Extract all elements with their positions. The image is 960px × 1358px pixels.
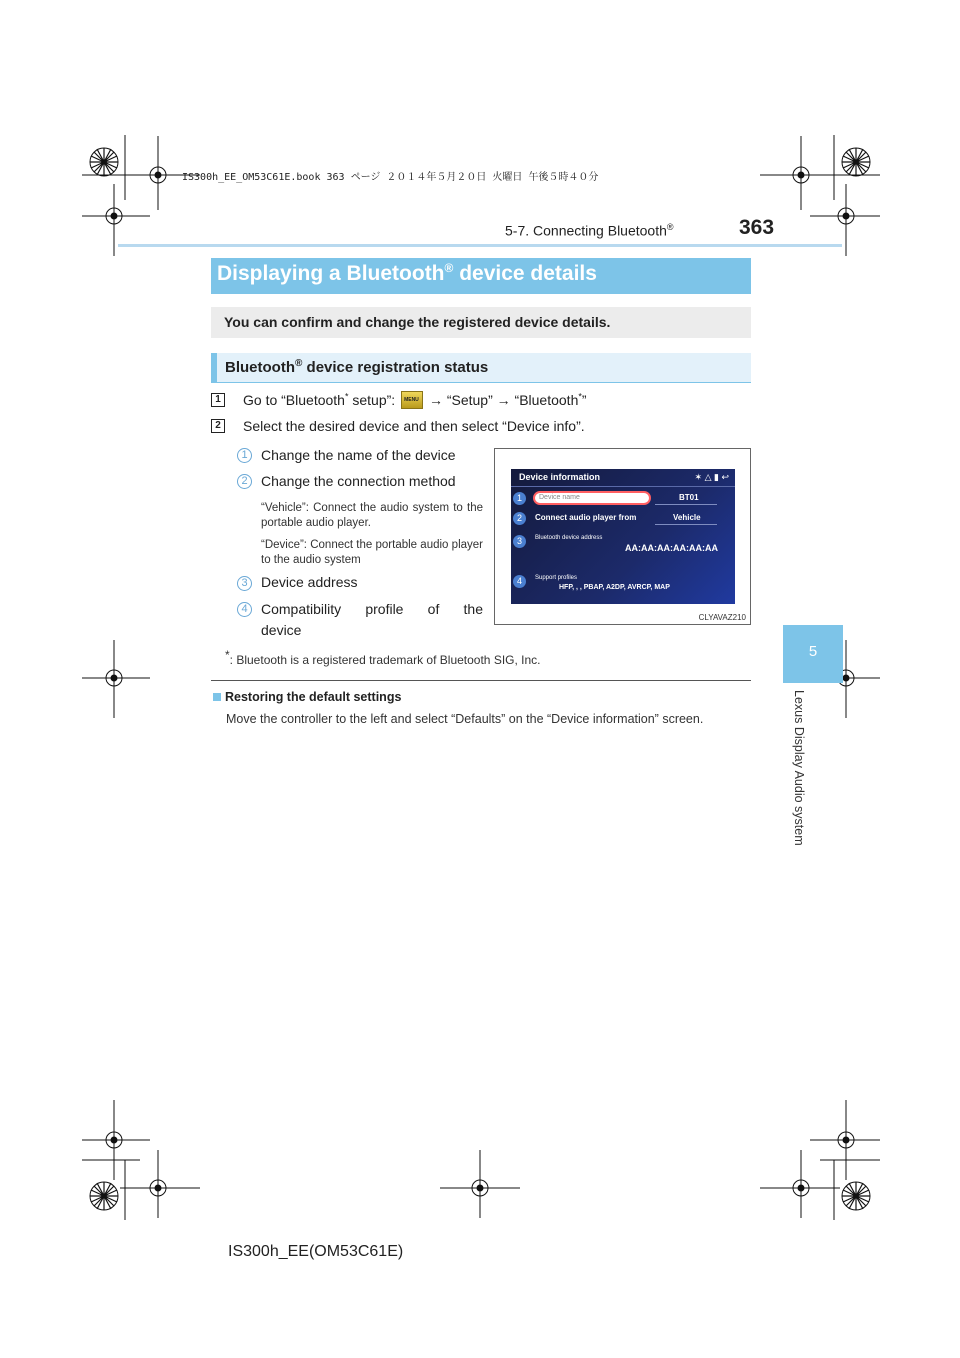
profiles-label: Support profiles bbox=[535, 575, 578, 581]
item-2-note-vehicle: “Vehicle”: Connect the audio system to the portable audio player. bbox=[261, 502, 483, 529]
footnote-text: : Bluetooth is a registered trademark of Bluetooth SIG, Inc. bbox=[229, 653, 541, 667]
item-number-2: 2 bbox=[237, 474, 252, 489]
device-information-screen bbox=[511, 469, 735, 604]
section-header-text: 5-7. Connecting Bluetooth bbox=[505, 222, 667, 239]
item-2-text: Change the connection method bbox=[261, 473, 456, 489]
item-3-text: Device address bbox=[261, 574, 358, 590]
title-text: Displaying a Bluetooth bbox=[217, 262, 445, 285]
step-1-part: setup”: bbox=[348, 392, 396, 408]
step-1-text bbox=[243, 391, 587, 409]
figure-code: CLYAVAZ210 bbox=[698, 613, 746, 622]
item-number-1: 1 bbox=[237, 448, 252, 463]
header-rule bbox=[118, 244, 842, 247]
title-suffix: device details bbox=[453, 262, 597, 285]
device-name-field[interactable]: Device name bbox=[533, 491, 651, 505]
menu-button-icon bbox=[401, 391, 423, 409]
intro-summary: You can confirm and change the registered device details. bbox=[211, 307, 751, 338]
profiles-value: HFP, , , PBAP, A2DP, AVRCP, MAP bbox=[559, 584, 670, 591]
screen-number-2: 2 bbox=[513, 512, 526, 525]
address-value: AA:AA:AA:AA:AA:AA bbox=[625, 543, 718, 553]
book-print-line: IS300h_EE_OM53C61E.book 363 ページ ２０１４年５月２０日 火曜日 午後５時４０分 bbox=[182, 172, 599, 183]
screen-number-3: 3 bbox=[513, 535, 526, 548]
item-2-note-device: “Device”: Connect the portable audio player to the audio system bbox=[261, 539, 483, 566]
address-label: Bluetooth device address bbox=[535, 535, 603, 541]
subheading-text: Bluetooth bbox=[225, 359, 295, 376]
chapter-tab: 5 bbox=[783, 625, 843, 683]
restore-heading bbox=[213, 690, 401, 704]
device-name-value-row bbox=[655, 491, 717, 505]
screen-divider bbox=[511, 486, 735, 487]
connect-audio-label[interactable]: Connect audio player from bbox=[535, 513, 637, 522]
section-header bbox=[505, 222, 674, 239]
item-1-text: Change the name of the device bbox=[261, 447, 456, 463]
screen-title: Device information bbox=[519, 472, 601, 482]
restore-heading-text: Restoring the default settings bbox=[225, 690, 402, 704]
item-number-4: 4 bbox=[237, 602, 252, 617]
page-title bbox=[211, 258, 751, 294]
asterisk: * bbox=[578, 391, 582, 402]
item-number-3: 3 bbox=[237, 576, 252, 591]
page-number: 363 bbox=[739, 216, 775, 239]
asterisk: * bbox=[344, 391, 349, 402]
footnote bbox=[225, 648, 541, 667]
status-icons: ✶ △ ▮ ↩ bbox=[694, 472, 729, 482]
footer-model-code: IS300h_EE(OM53C61E) bbox=[228, 1243, 404, 1260]
chapter-title-vertical: Lexus Display Audio system bbox=[792, 690, 806, 846]
connect-value: Vehicle bbox=[673, 513, 701, 522]
connect-value-row bbox=[655, 511, 717, 525]
section-divider bbox=[211, 680, 751, 681]
subheading-registered-mark: ® bbox=[294, 358, 303, 369]
item-4-text-line1: Compatibility profile of the bbox=[261, 601, 483, 617]
step-badge-2: 2 bbox=[211, 419, 225, 433]
registered-mark: ® bbox=[666, 222, 674, 232]
screen-number-4: 4 bbox=[513, 575, 526, 588]
restore-body: Move the controller to the left and select “Defaults” on the “Device information” screen. bbox=[226, 712, 704, 726]
subheading bbox=[211, 353, 751, 383]
subheading-suffix: device registration status bbox=[302, 359, 489, 376]
step-1-part: → “Setup” → “Bluetooth bbox=[425, 392, 579, 408]
step-1-part: ” bbox=[581, 392, 587, 408]
device-information-figure bbox=[494, 448, 751, 625]
screen-number-1: 1 bbox=[513, 492, 526, 505]
device-name-value: BT01 bbox=[679, 493, 699, 502]
item-4-text-line2: device bbox=[261, 622, 302, 638]
square-bullet-icon bbox=[213, 693, 221, 701]
step-2-text: Select the desired device and then select “Device info”. bbox=[243, 418, 585, 434]
menu-button-label: MENU bbox=[404, 397, 419, 403]
footnote-asterisk: * bbox=[225, 648, 230, 662]
title-registered-mark: ® bbox=[444, 261, 454, 275]
step-1-part: Go to “Bluetooth bbox=[243, 392, 345, 408]
step-badge-1: 1 bbox=[211, 393, 225, 407]
